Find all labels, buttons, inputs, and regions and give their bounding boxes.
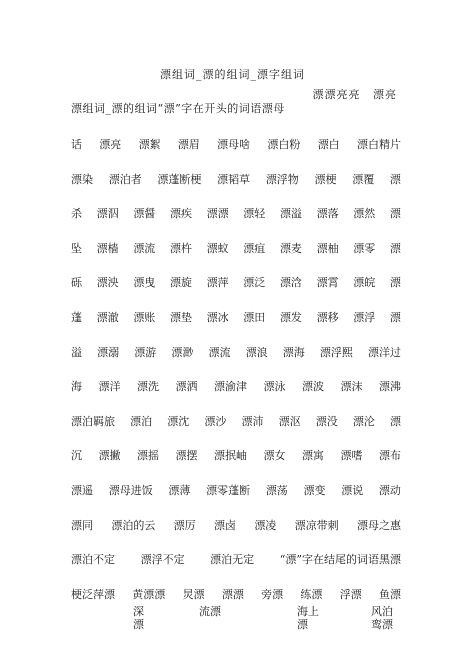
word-line xyxy=(71,587,401,603)
word: 漂溢 xyxy=(279,207,302,221)
word: 漂洋过 xyxy=(368,345,401,359)
word: 海 xyxy=(71,380,82,394)
document-title: 漂组词_漂的组词_漂字组词 xyxy=(160,68,305,81)
word: 漂发 xyxy=(279,310,302,324)
word: 漂凌 xyxy=(254,518,277,532)
word: 漂海 xyxy=(282,345,305,359)
word: 漂动 xyxy=(378,483,401,497)
word: 漂 xyxy=(389,310,401,324)
word: 漂没 xyxy=(315,414,338,428)
word: 漂垫 xyxy=(169,310,192,324)
word: 漂浮 xyxy=(353,310,376,324)
corner-word: 漂亮 xyxy=(373,88,397,101)
word: 漂凉带刺 xyxy=(294,518,339,532)
word: 蓬 xyxy=(71,310,82,324)
word: 漂账 xyxy=(133,310,156,324)
corner-word: 漂漂亮亮 xyxy=(312,88,361,101)
word: 漂覆 xyxy=(352,172,375,186)
word: 漂泱 xyxy=(96,276,119,290)
word: 杀 xyxy=(71,207,82,221)
word: 漂浪 xyxy=(245,345,268,359)
word: 漂白 xyxy=(317,138,340,151)
word: 漂泛 xyxy=(243,276,266,290)
corner-words xyxy=(305,86,398,102)
word: 漂渺 xyxy=(171,345,194,359)
word: 漂厉 xyxy=(173,518,196,532)
word: 漂波 xyxy=(302,380,324,394)
word-line xyxy=(71,414,401,430)
word: 漂樯 xyxy=(96,241,119,255)
word-line xyxy=(71,448,401,464)
word: 漂 xyxy=(390,414,401,428)
word: 漂澈 xyxy=(96,310,119,324)
bottom-word: 海上漂 xyxy=(297,605,319,631)
word: 漂田 xyxy=(243,310,266,324)
word: 漂溺 xyxy=(97,345,120,359)
word: 漂曳 xyxy=(133,276,156,290)
word: 漂沛 xyxy=(241,414,264,428)
word: 漂落 xyxy=(316,207,339,221)
word: 漂蓬断梗 xyxy=(157,172,202,186)
word-line xyxy=(71,518,401,534)
word: 漂洋 xyxy=(98,380,121,394)
word-line xyxy=(71,172,401,188)
word: 漂然 xyxy=(353,207,376,221)
word: 漂变 xyxy=(303,483,326,497)
word: 沉 xyxy=(71,449,82,463)
word: 漂沙 xyxy=(204,414,227,428)
word: 漂絮 xyxy=(138,138,161,151)
word: 漂荡 xyxy=(265,483,288,497)
word: 漂浛 xyxy=(279,276,302,290)
word: 漂 xyxy=(389,241,401,255)
word: 漂薄 xyxy=(168,483,191,497)
word: 漂零蓬断 xyxy=(206,483,251,497)
word: 鱼漂 xyxy=(378,587,401,601)
word: 漂母之惠 xyxy=(356,518,401,532)
word-line xyxy=(71,310,401,326)
word: 话 xyxy=(71,138,82,151)
word: 漂游 xyxy=(134,345,157,359)
word: 漂眉 xyxy=(177,138,200,151)
word: 漂白精片 xyxy=(356,138,401,151)
word: 漂皖 xyxy=(353,276,376,290)
word: 漂渝津 xyxy=(214,380,247,394)
word: 漂醤 xyxy=(133,207,156,221)
word: 漂白粉 xyxy=(267,138,301,151)
word: 砾 xyxy=(71,276,82,290)
word: 漂 xyxy=(389,172,401,186)
word: 漂摆 xyxy=(175,449,198,463)
word: 练漂 xyxy=(300,587,323,601)
word: 漂零 xyxy=(353,241,376,255)
word: 漂 xyxy=(389,207,401,221)
word: 漂泊者 xyxy=(108,172,142,186)
word: 漂韬草 xyxy=(217,172,251,186)
word: 漂泅 xyxy=(96,207,119,221)
bottom-word: 风泊鸾漂 xyxy=(371,605,393,631)
word: 漂亮 xyxy=(99,138,122,151)
word: 漂泊羁旅 xyxy=(71,414,115,428)
word: 漂泊无定 xyxy=(210,553,255,567)
word: 漂移 xyxy=(316,310,339,324)
word: 旁漂 xyxy=(261,587,284,601)
word: 漂柚 xyxy=(316,241,339,255)
word: 漂嗜 xyxy=(340,449,363,463)
word-line xyxy=(71,483,401,499)
word: 漂浮不定 xyxy=(140,553,185,567)
word: 漂流 xyxy=(133,241,156,255)
word-line xyxy=(71,379,401,395)
word: 漂蚁 xyxy=(206,241,229,255)
word-line xyxy=(71,241,401,257)
word: 漂洗 xyxy=(137,380,159,394)
word: 漂洒 xyxy=(175,380,198,394)
word: 漂泊的云 xyxy=(111,518,156,532)
word-line xyxy=(71,552,401,568)
word: 漂漂 xyxy=(221,587,244,601)
bottom-word: 流漂 xyxy=(199,605,221,618)
word: 漂撇 xyxy=(98,449,121,463)
word: 漂浮熙 xyxy=(319,345,353,359)
intro-line: 漂组词_漂的组词“漂”字在开头的词语漂母 xyxy=(71,102,285,115)
word: 漂母进饭 xyxy=(108,483,153,497)
word: 漂漂 xyxy=(206,207,229,221)
word: 炅漂 xyxy=(182,587,205,601)
word-line xyxy=(71,206,401,222)
word: 漂萍 xyxy=(206,276,229,290)
word: 漂卤 xyxy=(213,518,236,532)
word: 漂遥 xyxy=(71,483,93,497)
word: 漂霄 xyxy=(316,276,339,290)
word: 黄漂漂 xyxy=(132,587,166,601)
word: 漂浮物 xyxy=(265,172,299,186)
word: 漂 xyxy=(389,276,401,290)
word: 漂梗 xyxy=(314,172,337,186)
word: 漂同 xyxy=(71,518,93,532)
word: 漂女 xyxy=(263,449,286,463)
word: 漂沦 xyxy=(352,414,375,428)
word: 漂沫 xyxy=(340,380,363,394)
word: 漂沈 xyxy=(167,414,190,428)
word: 漂沤 xyxy=(278,414,301,428)
word: 漂疾 xyxy=(169,207,192,221)
word: 漂流 xyxy=(208,345,231,359)
word: 漂说 xyxy=(341,483,364,497)
word-line xyxy=(71,345,401,361)
word: 漂母啥 xyxy=(217,138,251,151)
word: 漂布 xyxy=(379,449,401,463)
word-line xyxy=(71,137,401,153)
word: 漂抿岫 xyxy=(214,449,247,463)
word: 漂寓 xyxy=(302,449,324,463)
word: 漂冰 xyxy=(206,310,229,324)
word: 漂泊 xyxy=(130,414,153,428)
word: 溢 xyxy=(71,345,82,359)
word: 梗泛萍漂 xyxy=(71,587,115,601)
word-line xyxy=(71,275,401,291)
bottom-word: 深漂 xyxy=(133,605,144,631)
word: 浮漂 xyxy=(339,587,362,601)
word: “漂”字在结尾的词语黑漂 xyxy=(279,553,401,567)
word: 坠 xyxy=(71,241,82,255)
word-lines xyxy=(71,137,401,621)
word: 漂杵 xyxy=(169,241,192,255)
word: 漂麦 xyxy=(279,241,302,255)
word: 漂沸 xyxy=(379,380,401,394)
word: 漂泊不定 xyxy=(71,553,115,567)
word: 漂摇 xyxy=(137,449,159,463)
word: 漂轻 xyxy=(243,207,266,221)
word: 漂旋 xyxy=(169,276,192,290)
word: 漂疽 xyxy=(243,241,266,255)
word: 漂泳 xyxy=(263,380,286,394)
word: 漂染 xyxy=(71,172,93,186)
